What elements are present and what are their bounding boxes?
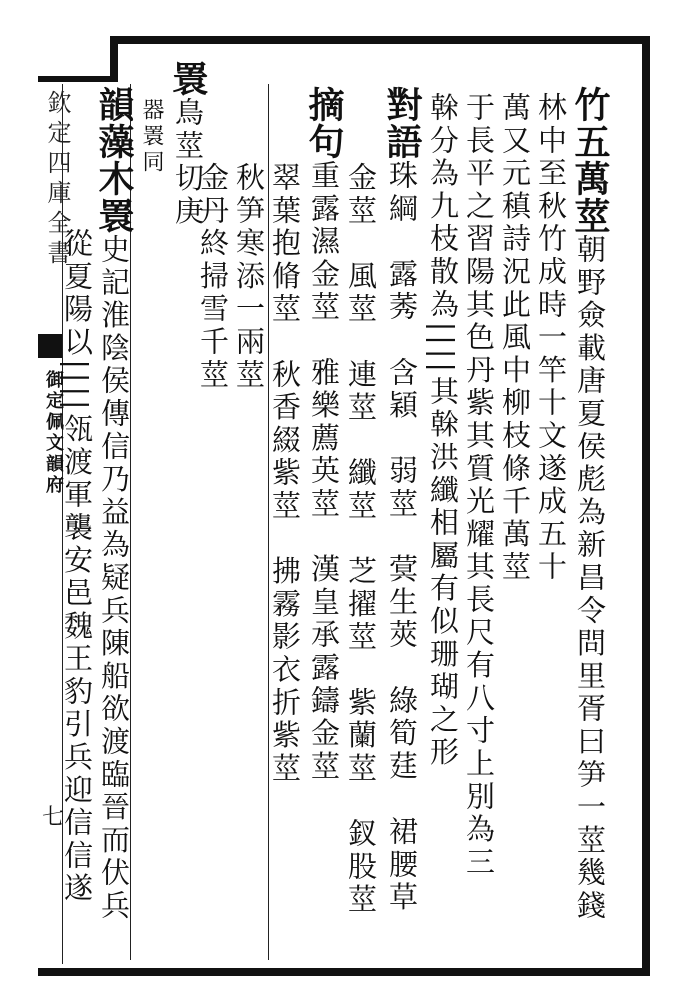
pronunciation-note: 鳥莖切庚 xyxy=(171,97,205,229)
text-column-9 xyxy=(268,162,302,786)
section-heading-yun-zao: 韻藻木瞏 xyxy=(93,86,135,234)
headword: 瞏 xyxy=(167,60,209,97)
section-heading-zhai-ju: 摘句 xyxy=(303,86,345,160)
text-column-13 xyxy=(140,98,162,176)
entry-text: 于長平之習陽其色丹紫其質光耀其長尺有八寸上別為三 xyxy=(462,92,496,880)
book-title-margin: 欽定四庫全書 xyxy=(43,90,71,270)
text-column-3 xyxy=(498,92,532,584)
section-heading-dui-yu: 對語 xyxy=(381,86,423,160)
entry-text: 珠綱 露莠 含穎 弱莖 蓂生莢 綠筍莛 裙腰草 xyxy=(385,160,419,915)
entry-text: 翠葉抱脩莖 秋香綴紫莖 拂霧影衣折紫莖 xyxy=(268,162,302,786)
text-column-1 xyxy=(569,86,611,923)
text-column-7 xyxy=(344,162,378,917)
entry-text: 從夏陽以||||瓴渡軍襲安邑魏王豹引兵迎信信遂 xyxy=(60,228,94,906)
text-column-10 xyxy=(232,162,266,392)
entry-text: 秋笋寒添一兩莖 xyxy=(232,162,266,392)
entry-text: 金丹終掃雪千莖 xyxy=(196,162,230,392)
frame-border-left xyxy=(110,36,118,76)
entry-text: 萬又元稹詩況此風中柳枝條千萬莖 xyxy=(498,92,532,584)
text-column-6 xyxy=(381,86,423,915)
text-column-8 xyxy=(303,86,345,784)
frame-border-right xyxy=(642,36,650,976)
text-column-15 xyxy=(60,228,94,906)
entry-text: 金莖 風莖 連莖 纖莖 芝擢莖 紫蘭莖 釵股莖 xyxy=(344,162,378,917)
page-number: 七 xyxy=(42,805,65,830)
text-column-14 xyxy=(93,86,135,923)
entry-heading: 竹五萬莖 xyxy=(569,86,611,234)
text-column-12 xyxy=(167,60,209,229)
frame-border-top xyxy=(110,36,650,44)
text-column-4 xyxy=(462,92,496,880)
frame-border-bottom xyxy=(38,968,650,976)
entry-text: 史記淮陰侯傳信乃益為疑兵陳船欲渡臨晉而伏兵 xyxy=(97,234,131,923)
fishtail-mark xyxy=(38,334,62,358)
variant-note: 器瞏同 xyxy=(139,98,164,176)
entry-text: 榦分為九枝散為||||其榦洪纖相屬有似珊瑚之形 xyxy=(426,92,460,770)
section-title-margin: 御定佩文韻府 xyxy=(43,370,64,496)
frame-border-left-ledge xyxy=(38,76,118,82)
entry-text: 重露濕金莖 雅樂薦英莖 漢皇承露鑄金莖 xyxy=(307,160,341,784)
entry-text: 林中至秋竹成時一竿十文遂成五十 xyxy=(534,92,568,584)
text-column-5 xyxy=(426,92,460,770)
text-column-2 xyxy=(534,92,568,584)
entry-text: 朝野僉載唐夏侯彪為新昌令問里胥曰笋一莖幾錢 xyxy=(573,234,607,923)
